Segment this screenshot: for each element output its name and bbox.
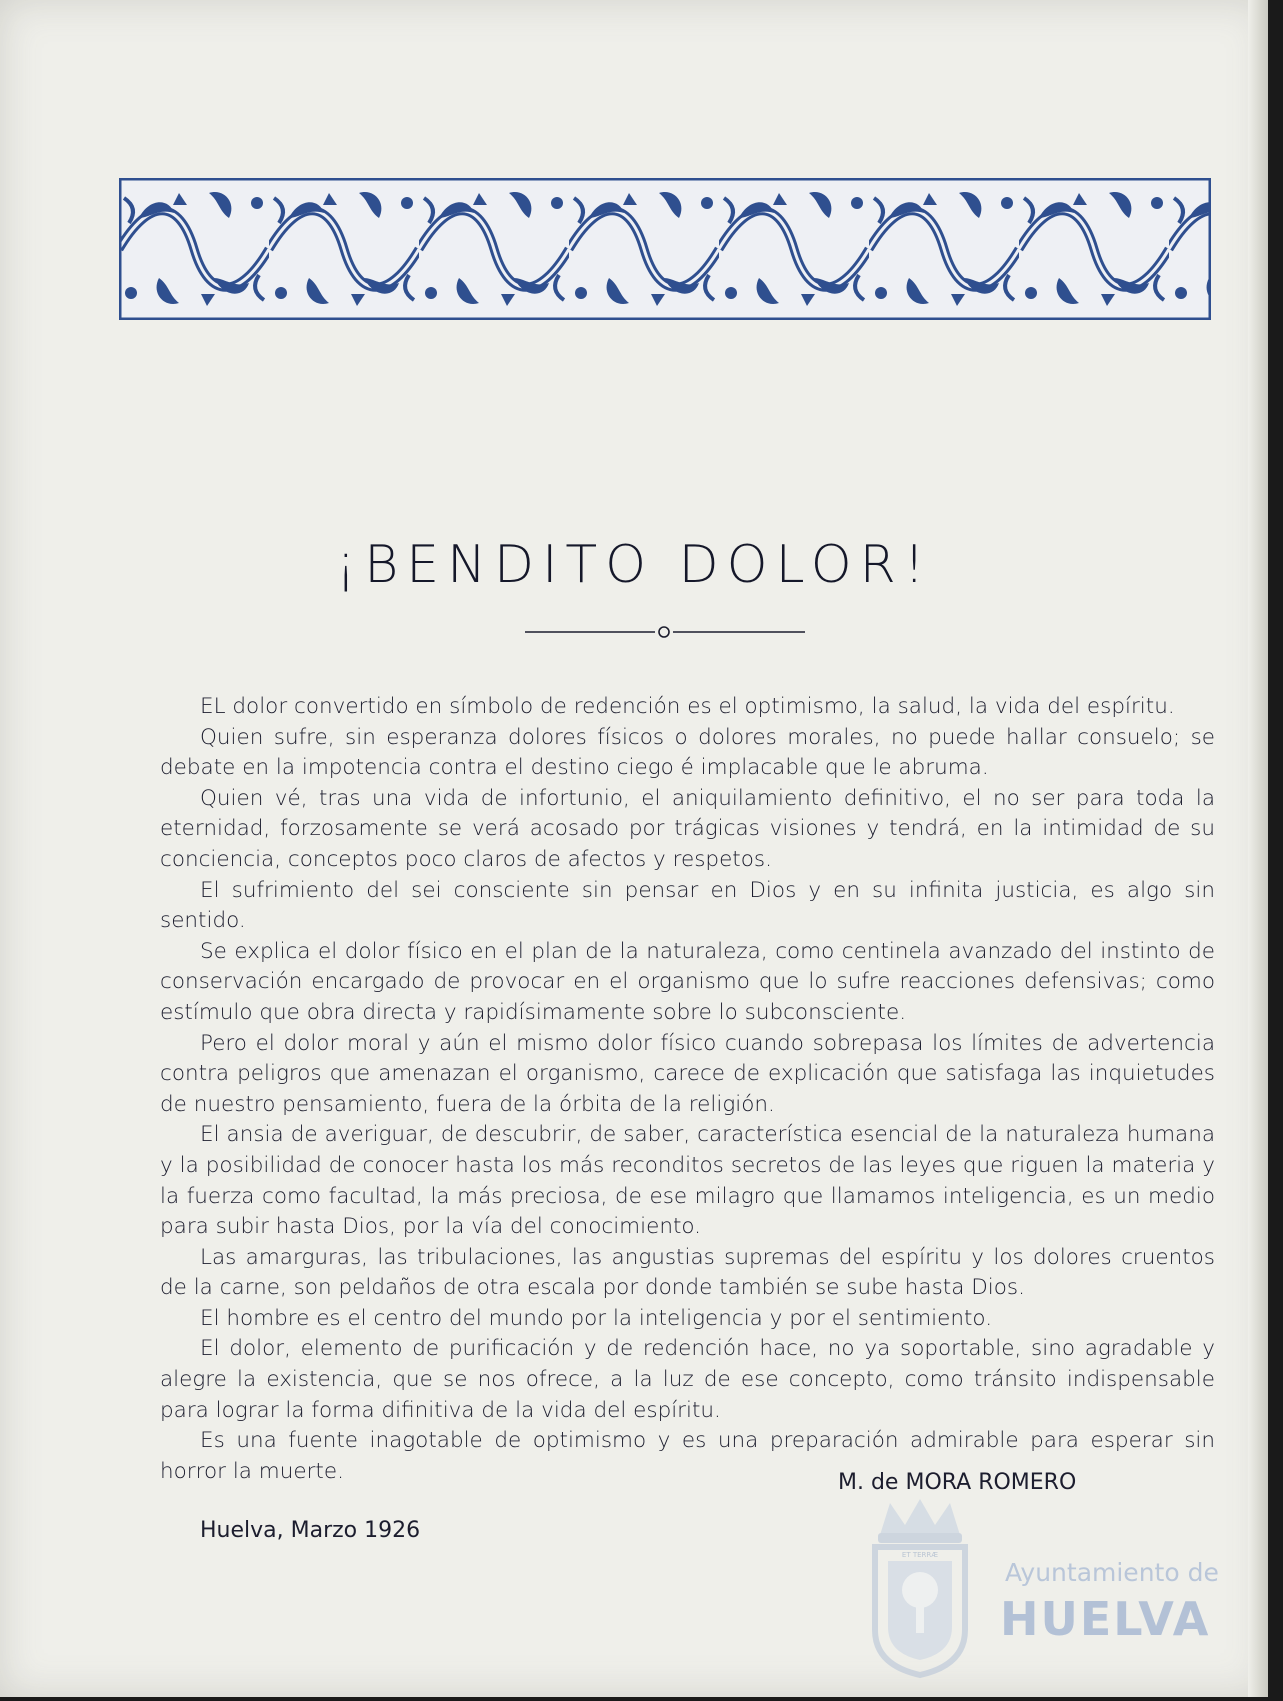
city-shield-watermark-icon bbox=[860, 1495, 1220, 1680]
paragraph: El sufrimiento del sei consciente sin pensar en Dios y en su infinita justicia, es algo sin sentido. bbox=[160, 877, 1215, 934]
paragraph: El ansia de averiguar, de descubrir, de saber, característica esencial de la naturaleza humana y la posibilidad de conocer hasta los más reconditos secretos de las leyes que riguen la materia y la fuerza como facultad, la más preciosa, de ese milagro que llamamos inteligencia, es un medio para subir hasta Dios, por la vía del conocimiento. bbox=[160, 1122, 1215, 1240]
paragraph: El hombre es el centro del mundo por la inteligencia y por el sentimiento. bbox=[200, 1305, 993, 1331]
paragraph: Quien vé, tras una vida de infortunio, el aniquilamiento definitivo, el no ser para toda la eternidad, forzosamente se verá acosado por trágicas visiones y tendrá, en la intimidad de su conciencia, conceptos poco claros de afectos y respetos. bbox=[160, 785, 1215, 872]
paragraph: Se explica el dolor físico en el plan de la naturaleza, como centinela avanzado del instinto de conservación encargado de provocar en el organismo que lo sufre reacciones defensivas; como estímulo que obra directa y rapidísimamente sobre lo subconsciente. bbox=[160, 938, 1215, 1025]
article-body bbox=[160, 692, 1215, 1487]
author-signature: M. de MORA ROMERO bbox=[838, 1470, 1077, 1495]
watermark-line2: HUELVA bbox=[1000, 1592, 1211, 1646]
paragraph: Pero el dolor moral y aún el mismo dolor físico cuando sobrepasa los límites de advertencia contra peligros que amenazan el organismo, carece de explicación que satisfaga las inquietudes de nuestro pensamiento, fuera de la órbita de la religión. bbox=[160, 1030, 1215, 1117]
shield-motto-top: ET TERRÆ bbox=[901, 1551, 939, 1559]
paragraph: EL dolor convertido en símbolo de redención es el optimismo, la salud, la vida del espíritu. bbox=[200, 694, 1175, 719]
paragraph: Quien sufre, sin esperanza dolores físicos o dolores morales, no puede hallar consuelo; se debate en la impotencia contra el destino ciego é implacable que le abruma. bbox=[160, 724, 1215, 781]
page-title: ¡BENDITO DOLOR! bbox=[335, 535, 933, 595]
paragraph: Las amarguras, las tribulaciones, las angustias supremas del espíritu y los dolores cruentos de la carne, son peldaños de otra escala por donde también se sube hasta Dios. bbox=[160, 1244, 1215, 1301]
paragraph: El dolor, elemento de purificación y de redención hace, no ya soportable, sino agradable y alegre la existencia, que se nos ofrece, a la luz de ese concepto, como tránsito indispensable para lograr la forma difinitiva de la vida del espíritu. bbox=[160, 1336, 1215, 1423]
watermark-line1: Ayuntamiento de bbox=[1005, 1558, 1219, 1587]
decorative-ornament-band bbox=[119, 178, 1211, 320]
title-divider bbox=[525, 625, 805, 639]
place-date: Huelva, Marzo 1926 bbox=[200, 1518, 421, 1543]
page-spine-shadow bbox=[1248, 0, 1268, 1697]
paragraph: Es una fuente inagotable de optimismo y es una preparación admirable para esperar sin horror la muerte. bbox=[160, 1428, 1215, 1484]
